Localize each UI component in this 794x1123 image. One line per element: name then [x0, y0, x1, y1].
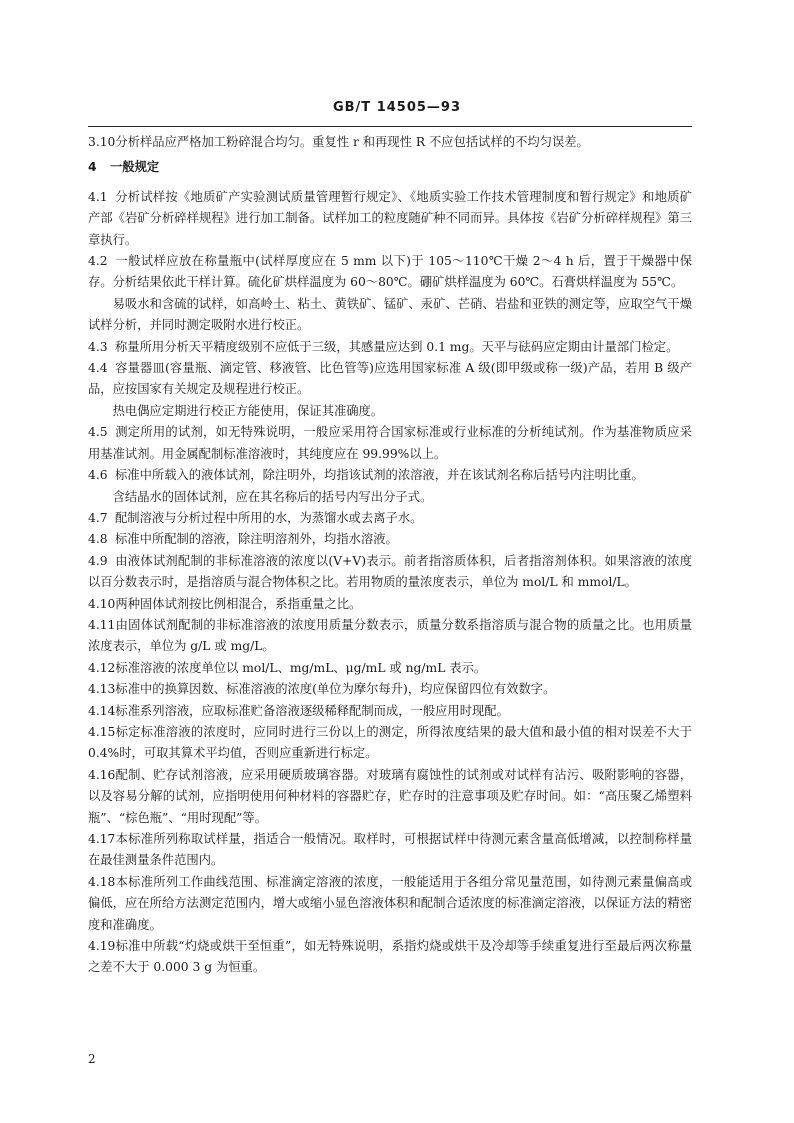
paragraph-4-3 [88, 337, 692, 358]
paragraph-4-4 [88, 358, 692, 401]
clause-number: 4.5 [88, 425, 108, 440]
clause-number: 4.18 [88, 874, 116, 889]
paragraph-4-7 [88, 508, 692, 529]
clause-number: 4.16 [88, 767, 116, 782]
section-title: 一般规定 [110, 160, 160, 175]
paragraph-4-8 [88, 529, 692, 550]
clause-text: 由液体试剂配制的非标准溶液的浓度以(V+V)表示。前者指溶质体积，后者指溶剂体积。如果溶液的浓度以百分数表示时，是指溶质与混合物体积之比。若用物质的量浓度表示，单位为 mol/L 和 mmol/L。 [88, 553, 692, 590]
paragraph-4-2-note: 易吸水和含硫的试样，如高岭土、粘土、黄铁矿、锰矿、汞矿、芒硝、岩盐和亚铁的测定等，应取空气干燥试样分析，并同时测定吸附水进行校正。 [88, 296, 692, 333]
clause-text: 两种固体试剂按比例相混合，系指重量之比。 [115, 596, 362, 611]
paragraph-4-19 [88, 936, 692, 979]
clause-number: 4.10 [88, 596, 116, 611]
paragraph-4-1 [88, 187, 692, 251]
clause-number: 4.14 [88, 703, 116, 718]
paragraph-4-12 [88, 658, 692, 679]
clause-number: 4.8 [88, 532, 108, 547]
clause-text: 配制溶液与分析过程中所用的水，为蒸馏水或去离子水。 [115, 510, 423, 525]
paragraph-4-6 [88, 465, 692, 486]
clause-number: 4.6 [88, 468, 108, 483]
clause-text: 标准中所载“灼烧或烘干至恒重”，如无特殊说明，系指灼烧或烘干及冷却等手续重复进行至最后两次称量之差不大于 0.000 3 g 为恒重。 [88, 939, 692, 975]
clause-text: 本标准所列工作曲线范围、标准滴定溶液的浓度，一般能适用于各组分常见量范围，如待测元素量偏高或偏低，应在所给方法测定范围内，增大或缩小显色溶液体积和配制合适浓度的标准滴定溶液，以保证方法的精密度和准确度。 [88, 874, 692, 932]
paragraph-3-10 [88, 132, 692, 153]
clause-text: 分析试样按《地质矿产实验测试质量管理暂行规定》、《地质实验工作技术管理制度和暂行规定》和地质矿产部《岩矿分析碎样规程》进行加工制备。试样加工的粒度随矿种不同而异。具体按《岩矿分析碎样规程》第三章执行。 [88, 189, 692, 247]
paragraph-4-18 [88, 872, 692, 936]
page-number: 2 [88, 1052, 96, 1066]
clause-text: 配制、贮存试剂溶液，应采用硬质玻璃容器。对玻璃有腐蚀性的试剂或对试样有沾污、吸附影响的容器，以及容易分解的试剂，应指明使用何种材料的容器贮存，贮存时的注意事项及贮存时间。如：“高压聚乙烯塑料瓶”、“棕色瓶”、“用时现配”等。 [88, 767, 692, 825]
section-number: 4 [88, 160, 97, 175]
clause-text: 标准系列溶液，应取标准贮备溶液逐级稀释配制而成，一般应用时现配。 [115, 703, 509, 718]
header-rule [88, 126, 692, 127]
clause-number: 4.9 [88, 553, 108, 568]
clause-number: 4.4 [88, 361, 108, 376]
clause-number: 4.7 [88, 510, 108, 525]
clause-text: 标准溶液的浓度单位以 mol/L、mg/mL、μg/mL 或 ng/mL 表示。 [115, 660, 487, 675]
clause-text: 一般试样应放在称量瓶中(试样厚度应在 5 mm 以下)于 105～110℃干燥 2～4 h 后，置于干燥器中保存。分析结果依此干样计算。硫化矿烘样温度为 60～80℃。硼矿烘样温度为 60℃。石膏烘样温度为 55℃。 [88, 254, 692, 290]
paragraph-4-11 [88, 615, 692, 658]
paragraph-4-13 [88, 679, 692, 700]
clause-number: 3.10 [88, 135, 116, 149]
paragraph-4-6-note: 含结晶水的固体试剂，应在其名称后的括号内写出分子式。 [112, 489, 433, 504]
clause-text: 标定标准溶液的浓度时，应同时进行三份以上的测定，所得浓度结果的最大值和最小值的相对误差不大于 0.4%时，可取其算术平均值，否则应重新进行标定。 [88, 724, 692, 761]
clause-text: 由固体试剂配制的非标准溶液的浓度用质量分数表示，质量分数系指溶质与混合物的质量之比。也用质量浓度表示，单位为 g/L 或 mg/L。 [88, 617, 692, 654]
clause-text: 标准中的换算因数、标准溶液的浓度(单位为摩尔每升)，均应保留四位有效数字。 [115, 682, 556, 697]
paragraph-4-16 [88, 765, 692, 829]
clause-text: 称量所用分析天平精度级别不应低于三级，其感量应达到 0.1 mg。天平与砝码应定期由计量部门检定。 [115, 339, 679, 354]
clause-text: 容量器皿(容量瓶、滴定管、移液管、比色管等)应选用国家标准 A 级(即甲级或称一级)产品，若用 B 级产品，应按国家有关规定及规程进行校正。 [88, 361, 692, 397]
page-header: GB/T 14505—93 [332, 100, 462, 115]
page-body [88, 132, 692, 979]
clause-text: 本标准所列称取试样量，指适合一般情况。取样时，可根据试样中待测元素含量高低增减，以控制称样量在最佳测量条件范围内。 [88, 832, 692, 868]
clause-number: 4.2 [88, 254, 108, 269]
paragraph-4-10 [88, 594, 692, 615]
clause-number: 4.13 [88, 682, 116, 697]
paragraph-4-2 [88, 251, 692, 294]
clause-text: 标准中所载入的液体试剂，除注明外，均指该试剂的浓溶液，并在该试剂名称后括号内注明比重。 [115, 468, 644, 483]
clause-number: 4.19 [88, 939, 116, 954]
section-heading [88, 157, 692, 178]
clause-number: 4.12 [88, 660, 116, 675]
paragraph-4-5 [88, 422, 692, 465]
clause-text: 测定所用的试剂，如无特殊说明，一般应采用符合国家标准或行业标准的分析纯试剂。作为基准物质应采用基准试剂。用金属配制标准溶液时，其纯度应在 99.99%以上。 [88, 425, 692, 461]
clause-number: 4.3 [88, 339, 108, 354]
clause-text: 分析样品应严格加工粉碎混合均匀。重复性 r 和再现性 R 不应包括试样的不均匀误差。 [115, 135, 589, 149]
clause-number: 4.11 [88, 617, 116, 632]
clause-number: 4.15 [88, 724, 116, 739]
paragraph-4-17 [88, 829, 692, 872]
paragraph-4-15 [88, 722, 692, 765]
paragraph-4-9 [88, 551, 692, 594]
paragraph-4-4-note: 热电偶应定期进行校正方能使用，保证其准确度。 [112, 403, 384, 418]
clause-number: 4.17 [88, 832, 116, 846]
clause-text: 标准中所配制的溶液，除注明溶剂外，均指水溶液。 [115, 532, 398, 547]
clause-number: 4.1 [88, 189, 108, 204]
paragraph-4-14 [88, 701, 692, 722]
